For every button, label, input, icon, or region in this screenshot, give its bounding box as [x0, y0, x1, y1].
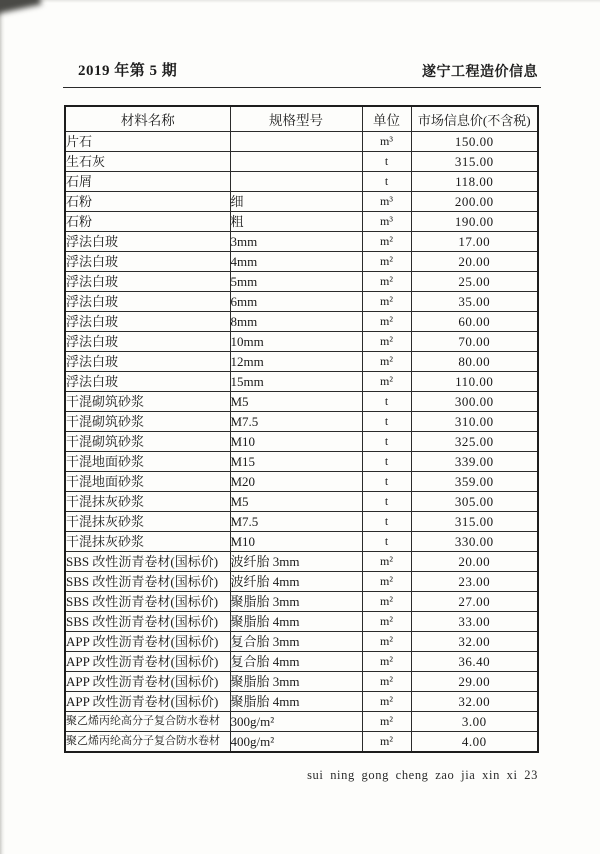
material-name-cell: 石屑	[65, 172, 230, 192]
column-header-price: 市场信息价(不含税)	[411, 106, 538, 132]
table-row	[65, 332, 538, 352]
unit-cell: m²	[362, 712, 411, 732]
price-cell: 32.00	[411, 692, 538, 712]
unit-cell: m²	[362, 332, 411, 352]
table-row	[65, 432, 538, 452]
price-cell: 20.00	[411, 252, 538, 272]
issue-label: 2019 年第 5 期	[78, 63, 178, 79]
material-name-cell: SBS 改性沥青卷材(国标价)	[65, 552, 230, 572]
table-row	[65, 692, 538, 712]
table-row	[65, 312, 538, 332]
spec-cell: 6mm	[230, 292, 362, 312]
price-cell: 339.00	[411, 452, 538, 472]
material-name-cell: SBS 改性沥青卷材(国标价)	[65, 592, 230, 612]
spec-cell: 12mm	[230, 352, 362, 372]
material-name-cell: 浮法白玻	[65, 372, 230, 392]
spec-cell: M5	[230, 392, 362, 412]
table-row	[65, 552, 538, 572]
spec-cell	[230, 132, 362, 152]
unit-cell: m²	[362, 732, 411, 753]
material-price-table	[64, 105, 539, 753]
material-name-cell: APP 改性沥青卷材(国标价)	[65, 692, 230, 712]
header-divider	[63, 87, 541, 88]
table-row	[65, 252, 538, 272]
unit-cell: t	[362, 512, 411, 532]
price-cell: 20.00	[411, 552, 538, 572]
price-cell: 190.00	[411, 212, 538, 232]
spec-cell: 400g/m²	[230, 732, 362, 753]
unit-cell: m²	[362, 312, 411, 332]
price-cell: 305.00	[411, 492, 538, 512]
price-cell: 315.00	[411, 512, 538, 532]
spec-cell: 聚脂胎 4mm	[230, 612, 362, 632]
price-cell: 359.00	[411, 472, 538, 492]
spec-cell: M7.5	[230, 512, 362, 532]
unit-cell: m²	[362, 272, 411, 292]
column-header-unit: 单位	[362, 106, 411, 132]
scan-corner-smudge-artifact	[0, 0, 42, 15]
unit-cell: m²	[362, 292, 411, 312]
table-row	[65, 512, 538, 532]
spec-cell: M15	[230, 452, 362, 472]
material-name-cell: 浮法白玻	[65, 292, 230, 312]
table-row	[65, 592, 538, 612]
unit-cell: t	[362, 172, 411, 192]
spec-cell: 4mm	[230, 252, 362, 272]
spec-cell: 聚脂胎 3mm	[230, 672, 362, 692]
price-cell: 70.00	[411, 332, 538, 352]
spec-cell: 10mm	[230, 332, 362, 352]
material-name-cell: 浮法白玻	[65, 312, 230, 332]
unit-cell: t	[362, 532, 411, 552]
table-row	[65, 492, 538, 512]
spec-cell: 聚脂胎 4mm	[230, 692, 362, 712]
spec-cell: 3mm	[230, 232, 362, 252]
material-name-cell: 干混地面砂浆	[65, 452, 230, 472]
unit-cell: m²	[362, 352, 411, 372]
spec-cell: 8mm	[230, 312, 362, 332]
spec-cell: 复合胎 3mm	[230, 632, 362, 652]
table-row	[65, 132, 538, 152]
price-cell: 118.00	[411, 172, 538, 192]
material-name-cell: 聚乙烯丙纶高分子复合防水卷材	[65, 712, 230, 732]
spec-cell: 聚脂胎 3mm	[230, 592, 362, 612]
table-row	[65, 232, 538, 252]
material-name-cell: APP 改性沥青卷材(国标价)	[65, 672, 230, 692]
material-name-cell: 浮法白玻	[65, 352, 230, 372]
spec-cell: 15mm	[230, 372, 362, 392]
unit-cell: t	[362, 152, 411, 172]
scan-top-edge-artifact	[0, 0, 600, 3]
material-name-cell: 干混地面砂浆	[65, 472, 230, 492]
table-row	[65, 412, 538, 432]
table-row	[65, 532, 538, 552]
table-row	[65, 272, 538, 292]
price-cell: 35.00	[411, 292, 538, 312]
column-header-spec: 规格型号	[230, 106, 362, 132]
material-name-cell: APP 改性沥青卷材(国标价)	[65, 632, 230, 652]
price-cell: 36.40	[411, 652, 538, 672]
table-row	[65, 712, 538, 732]
spec-cell: M10	[230, 432, 362, 452]
material-name-cell: SBS 改性沥青卷材(国标价)	[65, 572, 230, 592]
spec-cell: 粗	[230, 212, 362, 232]
unit-cell: m²	[362, 232, 411, 252]
table-row	[65, 652, 538, 672]
price-cell: 32.00	[411, 632, 538, 652]
unit-cell: t	[362, 472, 411, 492]
material-name-cell: APP 改性沥青卷材(国标价)	[65, 652, 230, 672]
material-name-cell: 浮法白玻	[65, 252, 230, 272]
table-row	[65, 672, 538, 692]
table-row	[65, 452, 538, 472]
unit-cell: t	[362, 392, 411, 412]
price-cell: 27.00	[411, 592, 538, 612]
unit-cell: t	[362, 492, 411, 512]
material-name-cell: 干混砌筑砂浆	[65, 392, 230, 412]
price-cell: 330.00	[411, 532, 538, 552]
table-row	[65, 472, 538, 492]
unit-cell: t	[362, 432, 411, 452]
spec-cell: M5	[230, 492, 362, 512]
table-row	[65, 392, 538, 412]
spec-cell: 波纤胎 3mm	[230, 552, 362, 572]
column-header-material-name: 材料名称	[65, 106, 230, 132]
unit-cell: m²	[362, 372, 411, 392]
spec-cell	[230, 172, 362, 192]
material-name-cell: 干混抹灰砂浆	[65, 512, 230, 532]
spec-cell: 波纤胎 4mm	[230, 572, 362, 592]
table-row	[65, 732, 538, 753]
unit-cell: m³	[362, 132, 411, 152]
unit-cell: m²	[362, 572, 411, 592]
table-row	[65, 632, 538, 652]
table-row	[65, 292, 538, 312]
unit-cell: m²	[362, 612, 411, 632]
scan-left-edge-artifact	[0, 0, 5, 854]
table-row	[65, 572, 538, 592]
price-cell: 150.00	[411, 132, 538, 152]
table-row	[65, 172, 538, 192]
price-table-body	[65, 132, 538, 753]
table-row	[65, 612, 538, 632]
spec-cell: M10	[230, 532, 362, 552]
material-name-cell: SBS 改性沥青卷材(国标价)	[65, 612, 230, 632]
price-cell: 23.00	[411, 572, 538, 592]
spec-cell	[230, 152, 362, 172]
table-header-row	[65, 106, 538, 132]
unit-cell: m²	[362, 632, 411, 652]
spec-cell: 细	[230, 192, 362, 212]
table-row	[65, 152, 538, 172]
material-name-cell: 干混抹灰砂浆	[65, 492, 230, 512]
spec-cell: M20	[230, 472, 362, 492]
price-cell: 29.00	[411, 672, 538, 692]
journal-title: 遂宁工程造价信息	[422, 65, 538, 80]
spec-cell: 5mm	[230, 272, 362, 292]
price-cell: 25.00	[411, 272, 538, 292]
material-name-cell: 生石灰	[65, 152, 230, 172]
price-cell: 4.00	[411, 732, 538, 753]
unit-cell: m³	[362, 212, 411, 232]
footer-page-label: sui ning gong cheng zao jia xin xi 23	[307, 768, 538, 782]
price-cell: 3.00	[411, 712, 538, 732]
unit-cell: m²	[362, 592, 411, 612]
price-cell: 315.00	[411, 152, 538, 172]
material-name-cell: 浮法白玻	[65, 332, 230, 352]
material-name-cell: 石粉	[65, 212, 230, 232]
price-cell: 300.00	[411, 392, 538, 412]
spec-cell: M7.5	[230, 412, 362, 432]
material-name-cell: 石粉	[65, 192, 230, 212]
unit-cell: m²	[362, 672, 411, 692]
material-name-cell: 干混抹灰砂浆	[65, 532, 230, 552]
unit-cell: t	[362, 452, 411, 472]
table-row	[65, 352, 538, 372]
unit-cell: m²	[362, 252, 411, 272]
material-name-cell: 片石	[65, 132, 230, 152]
material-name-cell: 干混砌筑砂浆	[65, 412, 230, 432]
table-row	[65, 372, 538, 392]
unit-cell: m³	[362, 192, 411, 212]
spec-cell: 复合胎 4mm	[230, 652, 362, 672]
table-row	[65, 212, 538, 232]
unit-cell: m²	[362, 692, 411, 712]
price-cell: 310.00	[411, 412, 538, 432]
price-cell: 200.00	[411, 192, 538, 212]
price-cell: 33.00	[411, 612, 538, 632]
price-cell: 325.00	[411, 432, 538, 452]
price-cell: 60.00	[411, 312, 538, 332]
spec-cell: 300g/m²	[230, 712, 362, 732]
material-name-cell: 浮法白玻	[65, 272, 230, 292]
material-name-cell: 浮法白玻	[65, 232, 230, 252]
price-cell: 110.00	[411, 372, 538, 392]
unit-cell: t	[362, 412, 411, 432]
price-cell: 80.00	[411, 352, 538, 372]
unit-cell: m²	[362, 652, 411, 672]
material-name-cell: 干混砌筑砂浆	[65, 432, 230, 452]
material-name-cell: 聚乙烯丙纶高分子复合防水卷材	[65, 732, 230, 753]
table-row	[65, 192, 538, 212]
price-cell: 17.00	[411, 232, 538, 252]
unit-cell: m²	[362, 552, 411, 572]
table-header	[65, 106, 538, 132]
